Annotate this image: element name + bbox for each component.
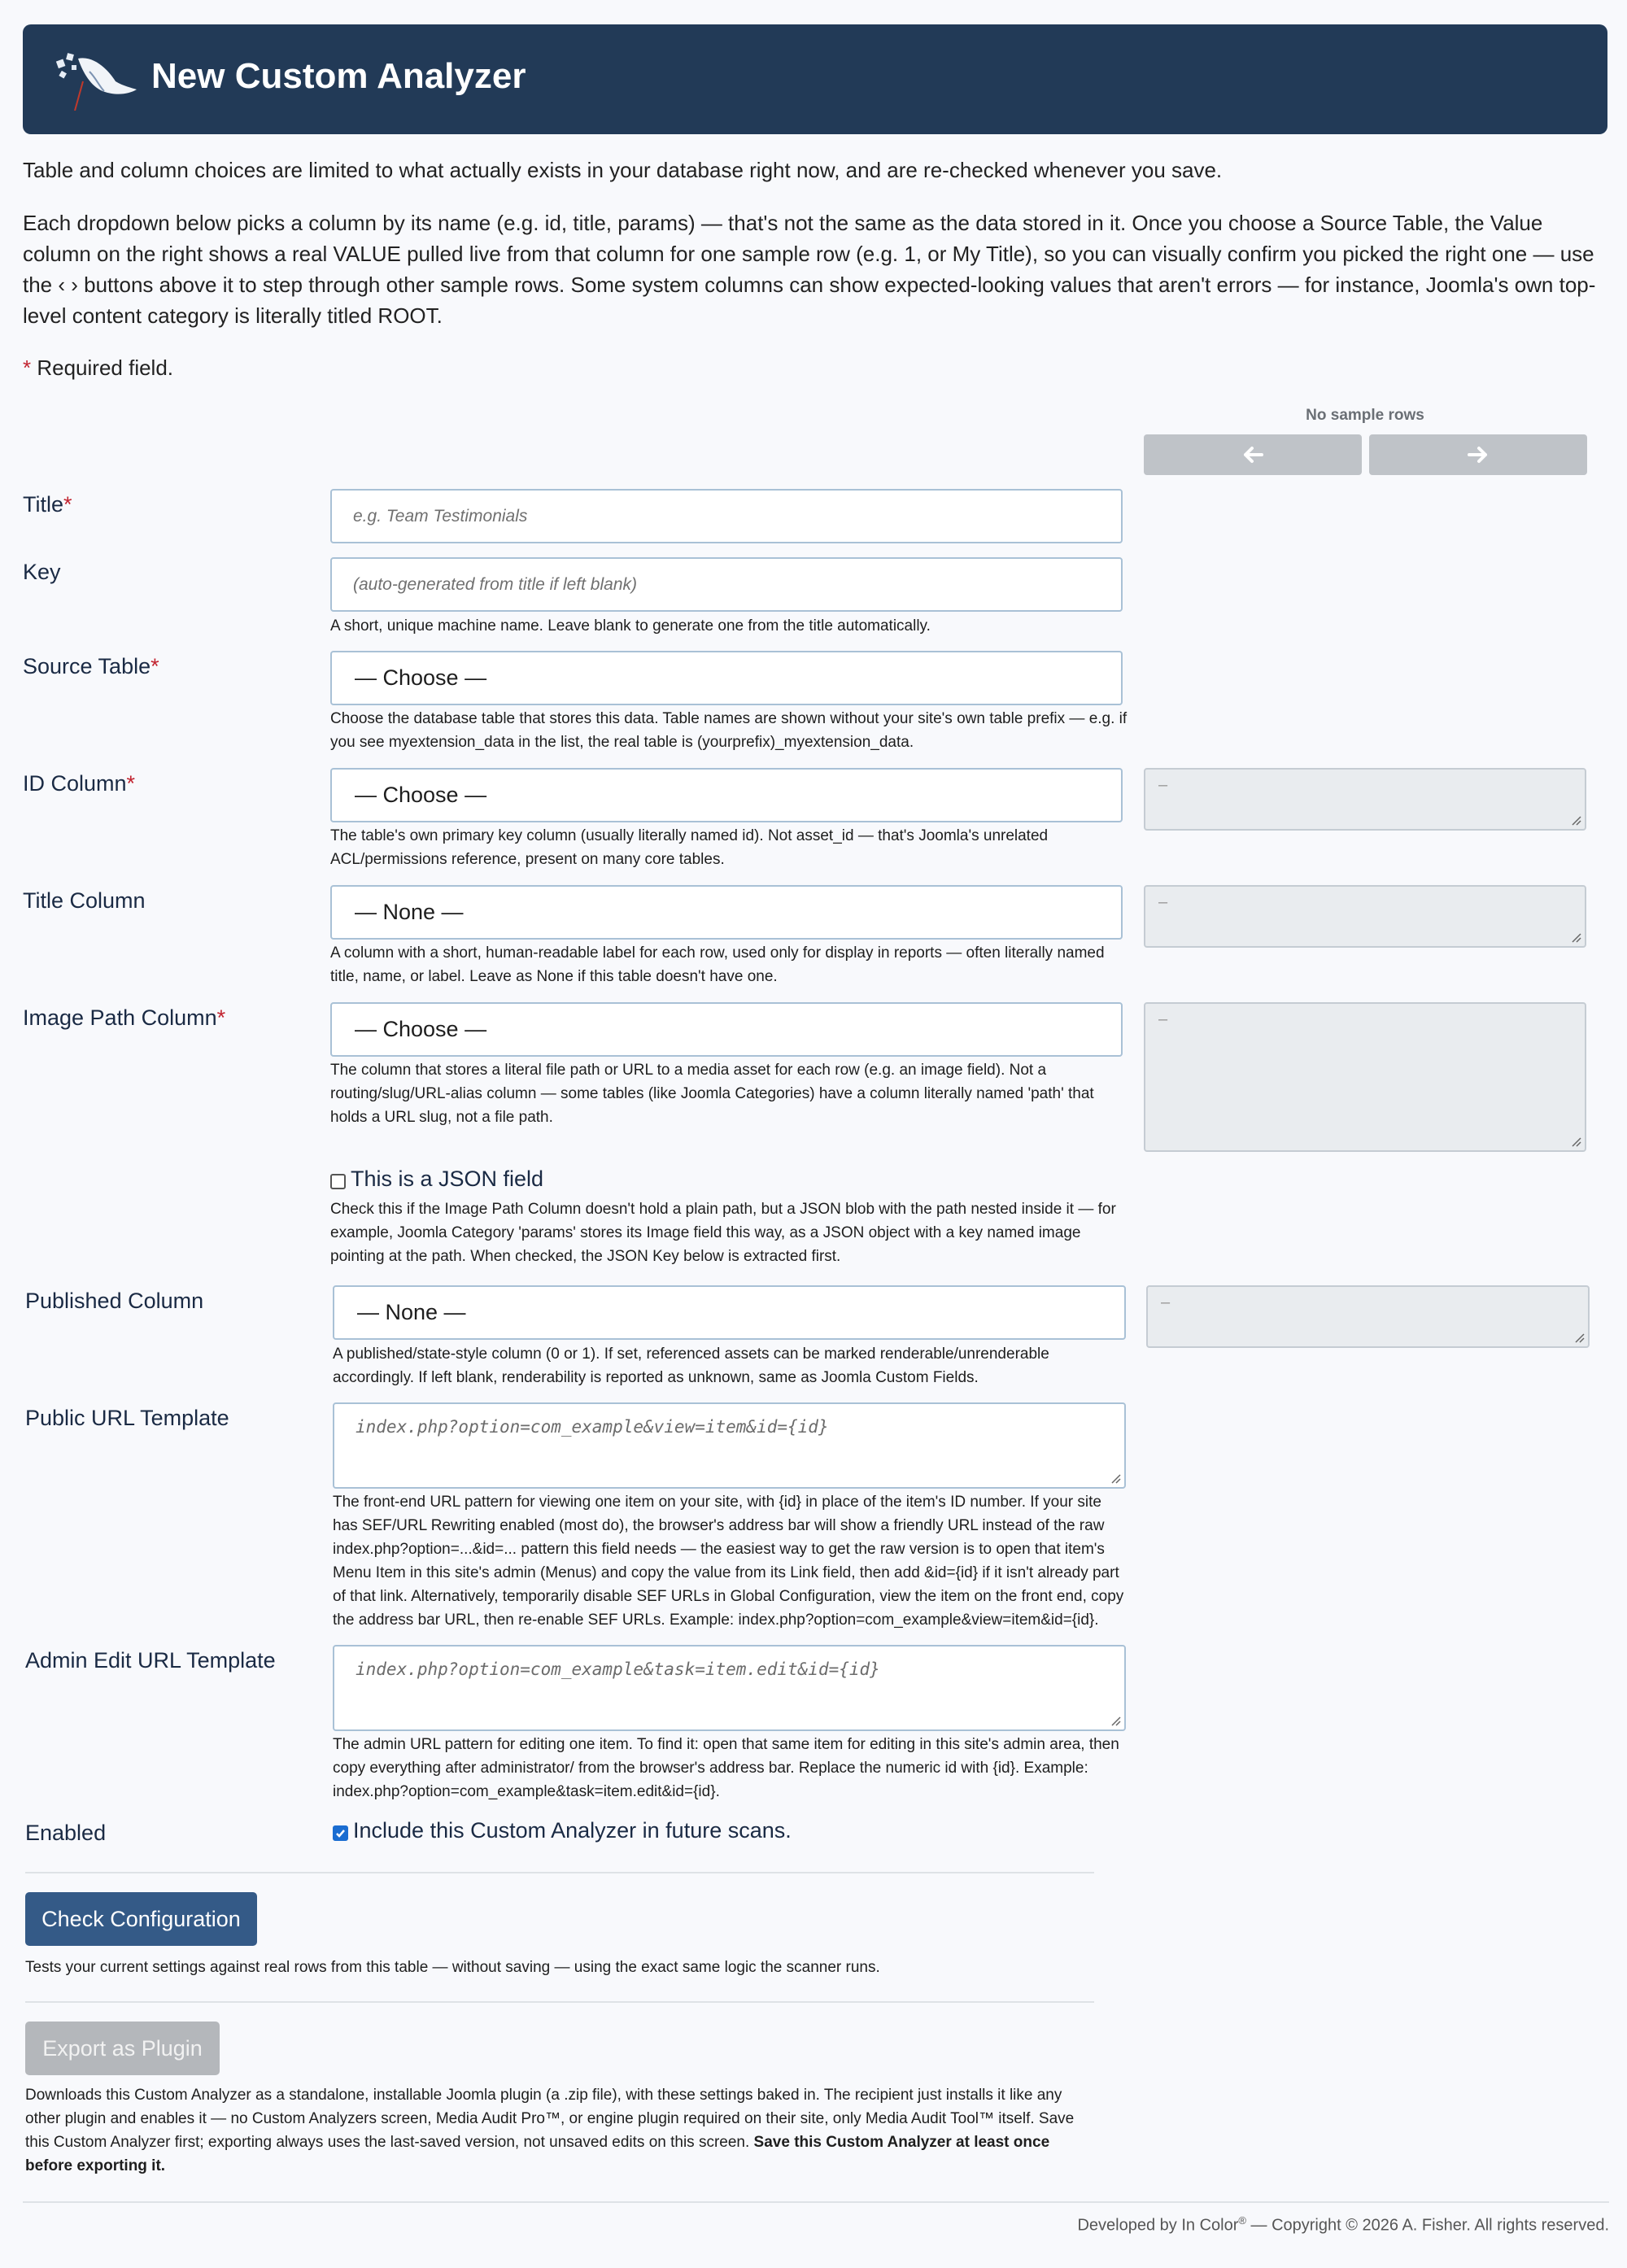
checkmark-icon — [334, 1827, 347, 1839]
json-field-help: Check this if the Image Path Column doesn't hold a plain path, but a JSON blob with the path nested inside it — for example, Joomla Category 'params' stores its Image field this way, as a JSON object with a key named image pointing at the path. When checked, the JSON Key below is extracted first. — [330, 1201, 1116, 1265]
source-table-help: Choose the database table that stores this data. Table names are shown without your site's own table prefix — e.g. if you see myextension_data in the list, the real table is (yourprefix)_myextension_data. — [330, 710, 1128, 751]
image-path-column-label: Image Path Column* — [23, 1005, 226, 1030]
bird-logo-icon — [50, 49, 140, 111]
id-column-label: ID Column* — [23, 771, 136, 796]
required-note-text: Required field. — [37, 355, 174, 380]
key-help: A short, unique machine name. Leave blank to generate one from the title automatically. — [330, 617, 931, 635]
resize-grip-icon[interactable] — [1110, 1715, 1121, 1726]
previous-sample-button[interactable] — [1144, 434, 1362, 475]
public-url-help: The front-end URL pattern for viewing one item on your site, with {id} in place of the item's ID number. If your site has SEF/URL Rewriting enabled (most do), the browser's address bar will show a friendly URL instead of the raw index.php?option=...&id=... pattern this field needs — the easiest way to get the raw version is to open that item's Menu Item in this site's admin (Menus) and copy the value from its Link field, then add &id={id} if it isn't already part of that link. Alternatively, temporarily disable SEF URLs in Global Configuration, view the item on the front end, copy the address bar URL, then re-enable SEF URLs. Example: index.php?option=com_example&view=item&id={id}. — [333, 1494, 1124, 1629]
id-column-help: The table's own primary key column (usually literally named id). Not asset_id — that's Joomla's unrelated ACL/permissions reference, present on many core tables. — [330, 827, 1049, 868]
source-table-select[interactable]: — Choose — — [330, 651, 1123, 705]
enabled-checkbox-label[interactable]: Include this Custom Analyzer in future scans. — [353, 1818, 792, 1843]
image-path-column-preview[interactable]: – — [1144, 1002, 1586, 1152]
enabled-label: Enabled — [25, 1821, 107, 1845]
page-header — [23, 24, 1607, 134]
source-table-label: Source Table* — [23, 654, 159, 678]
divider — [25, 2001, 1094, 2003]
resize-grip-icon[interactable] — [1570, 814, 1581, 826]
key-input[interactable]: (auto-generated from title if left blank) — [330, 557, 1123, 612]
admin-url-textarea[interactable]: index.php?option=com_example&task=item.edit&id={id} — [333, 1645, 1126, 1731]
arrow-left-icon — [1242, 446, 1263, 464]
resize-grip-icon[interactable] — [1573, 1332, 1585, 1343]
intro-explanation: Each dropdown below picks a column by its name (e.g. id, title, params) — that's not the same as the data stored in it. Once you choose a Source Table, the Value column on the right shows a real VALUE pulled live from that column for one sample row (e.g. 1, or My Title), so you can visually confirm you picked the right one — use the ‹ › buttons above it to step through other sample rows. Some system columns can show expected-looking values that aren't errors — for instance, Joomla's own top-level content category is literally titled ROOT. — [23, 211, 1596, 328]
json-field-checkbox[interactable] — [330, 1174, 346, 1189]
admin-url-help: The admin URL pattern for editing one item. To find it: open that same item for editing in this site's admin area, then copy everything after administrator/ from the browser's address bar. Replace the numeric id with {id}. Example: index.php?option=com_example&task=item.edit&id={id}. — [333, 1736, 1119, 1800]
sample-rows-status: No sample rows — [1306, 407, 1424, 424]
image-path-column-select[interactable]: — Choose — — [330, 1002, 1123, 1057]
required-note — [23, 352, 1609, 383]
resize-grip-icon[interactable] — [1110, 1472, 1121, 1484]
resize-grip-icon[interactable] — [1570, 1136, 1581, 1147]
json-field-label[interactable]: This is a JSON field — [351, 1167, 544, 1191]
title-column-help: A column with a short, human-readable label for each row, used only for display in reports — often literally named title, name, or label. Leave as None if this table doesn't have one. — [330, 944, 1105, 985]
page-title: New Custom Analyzer — [151, 56, 526, 96]
id-column-select[interactable]: — Choose — — [330, 768, 1123, 822]
check-configuration-button[interactable]: Check Configuration — [25, 1892, 257, 1946]
intro-text: Table and column choices are limited to what actually exists in your database right now, and are re-checked whenever you save. — [23, 158, 1223, 182]
admin-url-label: Admin Edit URL Template — [25, 1648, 276, 1673]
divider — [25, 1872, 1094, 1873]
footer-divider — [23, 2201, 1609, 2203]
arrow-right-icon — [1468, 446, 1489, 464]
title-column-preview[interactable]: – — [1144, 885, 1586, 948]
published-column-help: A published/state-style column (0 or 1). If set, referenced assets can be marked renderable/unrenderable accordingly. If left blank, renderability is reported as unknown, same as Joomla Custom Fields. — [333, 1346, 1049, 1386]
title-label: Title* — [23, 492, 72, 517]
title-column-label: Title Column — [23, 888, 146, 913]
published-column-preview[interactable]: – — [1146, 1285, 1590, 1348]
title-input[interactable]: e.g. Team Testimonials — [330, 489, 1123, 543]
image-path-column-help: The column that stores a literal file path or URL to a media asset for each row (e.g. an image field). Not a routing/slug/URL-alias column — some tables (like Joomla Categories) have a column literally named 'path' that holds a URL slug, not a file path. — [330, 1062, 1094, 1126]
public-url-textarea[interactable]: index.php?option=com_example&view=item&id={id} — [333, 1402, 1126, 1489]
export-plugin-help: Downloads this Custom Analyzer as a standalone, installable Joomla plugin (a .zip file), with these settings baked in. The recipient just installs it like any other plugin and enables it — no Custom Analyzers screen, Media Audit Pro™, or engine plugin required on their site, only Media Audit Tool™ itself. Save this Custom Analyzer first; exporting always uses the last-saved version, not unsaved edits on this screen. Save this Custom Analyzer at least once before exporting it. — [25, 2087, 1075, 2174]
export-plugin-warning: Save this Custom Analyzer at least once before exporting it. — [25, 2134, 1050, 2174]
title-column-select[interactable]: — None — — [330, 885, 1123, 940]
footer-copyright: Developed by In Color® — Copyright © 2026 A. Fisher. All rights reserved. — [1077, 2214, 1609, 2235]
enabled-checkbox[interactable] — [333, 1825, 348, 1841]
required-star: * — [23, 355, 32, 380]
next-sample-button[interactable] — [1369, 434, 1587, 475]
public-url-label: Public URL Template — [25, 1406, 229, 1430]
id-column-preview[interactable]: – — [1144, 768, 1586, 831]
export-plugin-button[interactable]: Export as Plugin — [25, 2022, 220, 2075]
resize-grip-icon[interactable] — [1570, 931, 1581, 943]
check-configuration-help: Tests your current settings against real rows from this table — without saving — using the exact same logic the scanner runs. — [25, 1959, 880, 1976]
published-column-label: Published Column — [25, 1289, 204, 1313]
key-label: Key — [23, 560, 61, 584]
published-column-select[interactable]: — None — — [333, 1285, 1126, 1340]
